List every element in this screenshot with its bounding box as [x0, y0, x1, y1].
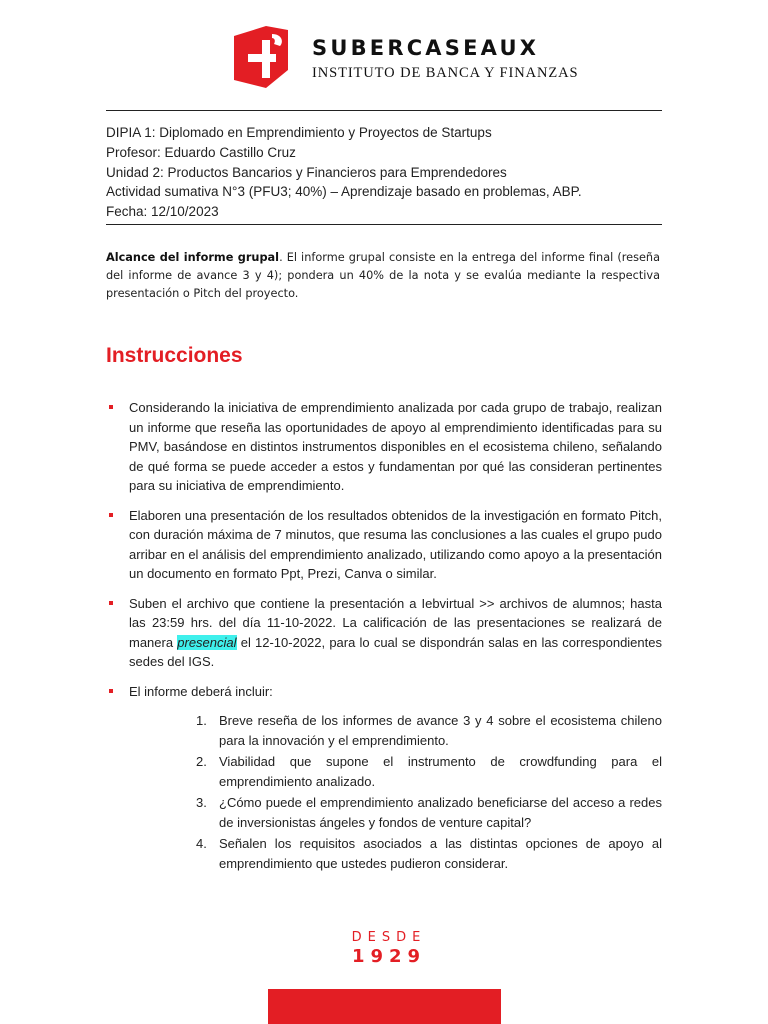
list-item [106, 594, 662, 672]
bullet-square-icon [109, 689, 113, 693]
bullet-text: Considerando la iniciativa de emprendimiento analizada por cada grupo de trabajo, realizan un informe que reseña las oportunidades de apoyo al emprendimiento identificadas para su PMV, basándose en distintos instrumentos disponibles en el ecosistema chileno, señalando de qué forma se puede acceder a estos y fundamentan por qué las consideran pertinentes para su iniciativa de emprendimiento. [129, 400, 662, 493]
brand-name: SUBERCASEAUX [312, 36, 540, 60]
bullet-text-start: Suben el archivo que contiene la presentación a Iebvirtual >> archivos de alumnos; hasta las 23:59 hrs. del día 11-10-2022. La calificación de las presentaciones se realizará de manera [129, 595, 662, 650]
bullet-text: Elaboren una presentación de los resultados obtenidos de la investigación en formato Pitch, con duración máxima de 7 minutos, que resuma las conclusiones a las cuales el grupo pudo arribar en el análisis del emprendimiento analizado, utilizando como apoyo a la presentación un documento en formato Ppt, Prezi, Canva o similar. [129, 507, 662, 581]
numbered-list [129, 711, 662, 874]
item-text: Breve reseña de los informes de avance 3 y 4 sobre el ecosistema chileno para la innovación y el emprendimiento. [219, 713, 662, 748]
institute-logo [232, 26, 579, 94]
item-text: Señalen los requisitos asociados a las distintas opciones de apoyo al emprendimiento que ustedes pudieron considerar. [219, 836, 662, 871]
numbered-item [196, 793, 662, 833]
instructions-list [106, 398, 662, 884]
since-label: DESDE [351, 930, 427, 945]
list-item [106, 398, 662, 496]
item-text: Viabilidad que supone el instrumento de crowdfunding para el emprendimiento analizado. [219, 754, 662, 789]
course-line: DIPIA 1: Diplomado en Emprendimiento y Proyectos de Startups [106, 125, 492, 140]
numbered-item [196, 711, 662, 751]
highlighted-word: presencial [177, 634, 237, 650]
numbered-item [196, 752, 662, 792]
bullet-text: El informe deberá incluir: [129, 683, 273, 699]
bullet-square-icon [109, 513, 113, 517]
scope-paragraph [106, 249, 660, 303]
item-number: 3. [196, 795, 207, 810]
date-line: Fecha: 12/10/2023 [106, 204, 219, 220]
logo-mark-icon [232, 26, 290, 92]
bullet-square-icon [109, 405, 113, 409]
activity-line: Actividad sumativa N°3 (PFU3; 40%) – Aprendizaje basado en problemas, ABP. [106, 184, 582, 200]
scope-text: . El informe grupal consiste en la entrega del informe final (reseña del informe de avance 3 y 4); pondera un 40% de la nota y se evalúa mediante la respectiva presentación o Pitch del proyecto. [106, 251, 660, 300]
brand-subtitle: INSTITUTO DE BANCA Y FINANZAS [312, 65, 579, 81]
section-title: Instrucciones [106, 344, 243, 367]
item-number: 4. [196, 836, 207, 851]
list-item [106, 682, 662, 875]
bullet-square-icon [109, 601, 113, 605]
list-item [106, 506, 662, 584]
scope-label: Alcance del informe grupal [106, 251, 280, 264]
unit-line: Unidad 2: Productos Bancarios y Financieros para Emprendedores [106, 164, 507, 180]
item-number: 1. [196, 713, 207, 728]
bottom-divider [106, 224, 662, 225]
item-number: 2. [196, 754, 207, 769]
footer-bar [268, 989, 501, 1024]
since-badge [336, 930, 436, 967]
item-text: ¿Cómo puede el emprendimiento analizado beneficiarse del acceso a redes de inversionistas ángeles y fondos de venture capital? [219, 795, 662, 830]
bullet-text [129, 594, 662, 672]
course-info [106, 123, 666, 222]
bullet-text-end: el 12-10-2022, para lo cual se dispondrán salas en las correspondientes sedes del IGS. [129, 634, 662, 669]
top-divider [106, 110, 662, 111]
numbered-item [196, 834, 662, 874]
since-year: 1929 [351, 946, 427, 967]
professor-line: Profesor: Eduardo Castillo Cruz [106, 144, 296, 160]
